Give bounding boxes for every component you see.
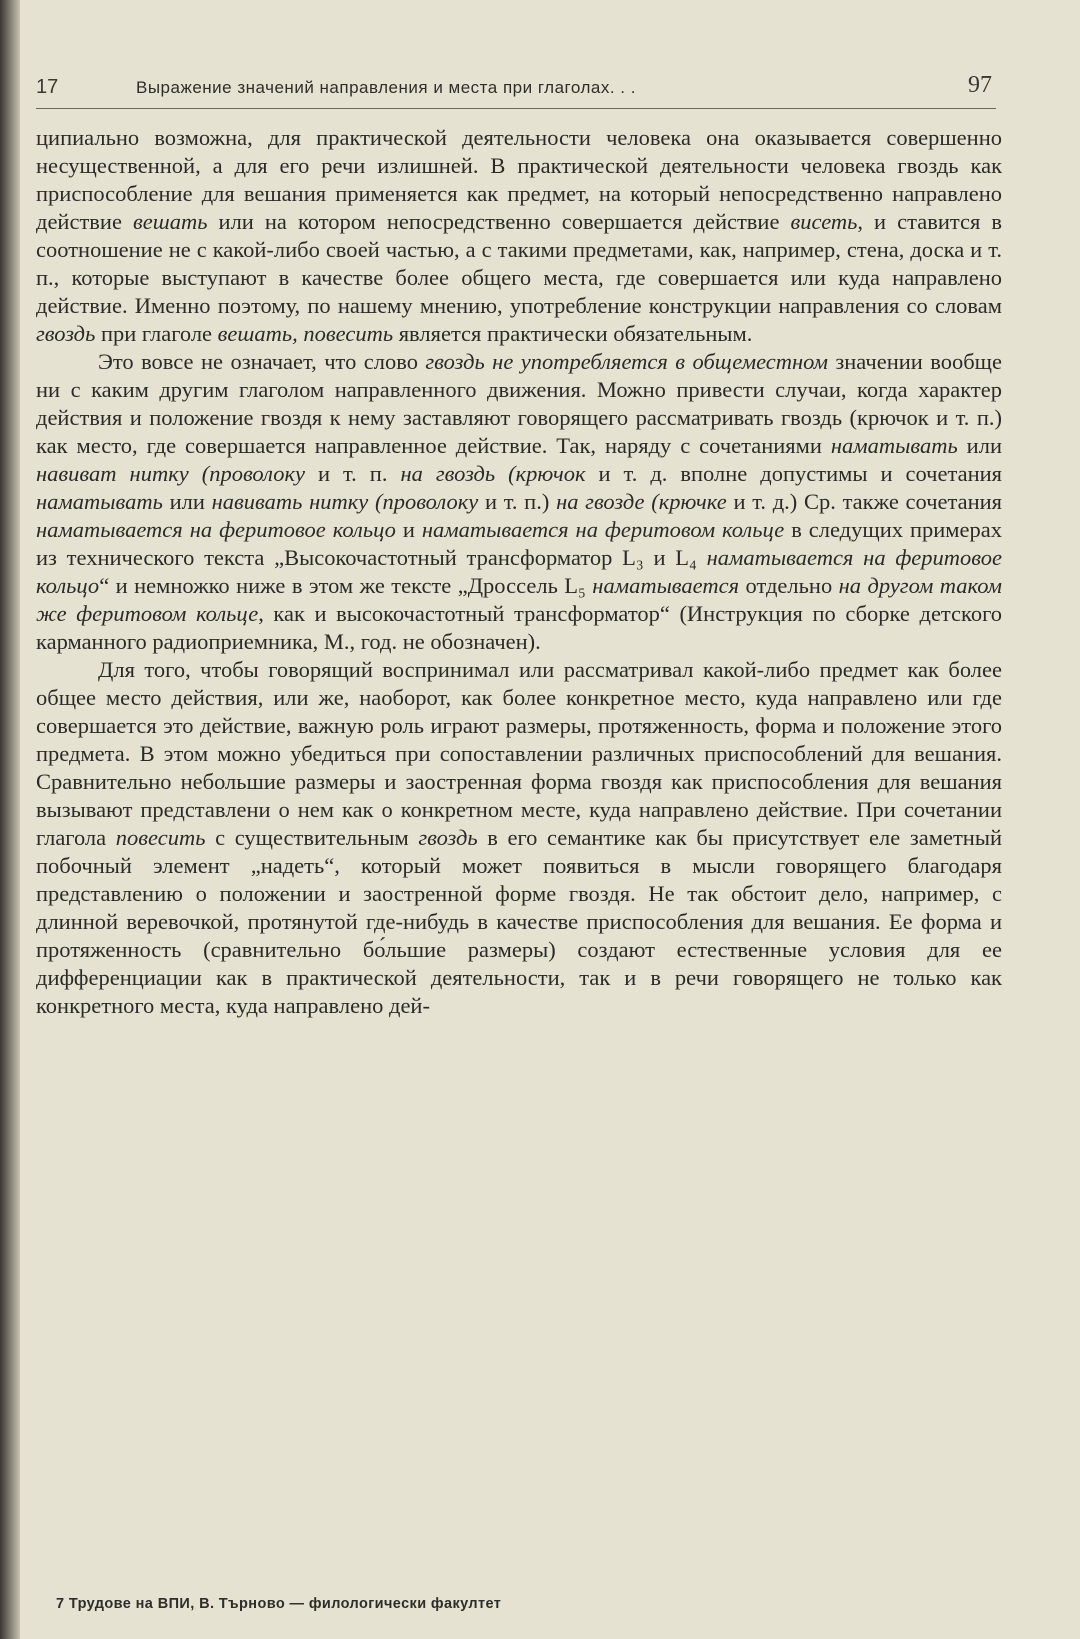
text-run: или на котором непосредственно совершается действие [207, 209, 791, 234]
italic-term: навивать нитку (проволоку [211, 489, 479, 514]
text-run: значении вообще ни с каким другим глаголом направленного движения. Можно привести случаи, когда характер действия и положение гвоздя к нему заставляют говорящего рассматривать гвоздь (крючок и т. п.) как место, где совершается направленное действие. Так, наряду с сочетаниями [36, 349, 1002, 458]
footnote: 7 Трудове на ВПИ, В. Търново — филологически факултет [56, 1596, 502, 1612]
chapter-number: 17 [36, 76, 59, 98]
text-run: отдельно [739, 573, 839, 598]
running-header [36, 72, 1004, 106]
page-binding-edge [0, 0, 20, 1639]
text-run: с существительным [205, 825, 419, 850]
text-run: в следущих примерах из технического текста „Высокочастотный трансформатор L₃ и L₄ [36, 517, 1002, 570]
text-run: Это вовсе не означает, что слово [98, 349, 426, 374]
text-run: является практически обязательным. [393, 321, 753, 346]
running-title: Выражение значений направления и места при глаголах. . . [136, 78, 636, 97]
text-run: ципиально возможна, для практической деятельности человека она оказывается совершенно несущественной, а для его речи излишней. В практической деятельности человека гвоздь как приспособление для вешания применяется как предмет, на который непосредственно направлено действие [36, 125, 1002, 234]
italic-term: наматывается на феритовое кольцо [36, 517, 396, 542]
body-text [36, 124, 1002, 1020]
text-run: и т. п.) [478, 489, 557, 514]
paragraph [36, 348, 1002, 656]
text-run: или [957, 433, 1002, 458]
italic-term: гвоздь не употребляется в общеместном [425, 349, 828, 374]
paragraph [36, 656, 1002, 1020]
italic-term: наматывается на феритовое кольцо [36, 545, 1002, 598]
text-run: Для того, чтобы говорящий воспринимал или рассматривал какой-либо предмет как более общее место действия, или же, наоборот, как более конкретное место, куда направлено или где совершается это действие, важную роль играют размеры, протяженность, форма и положение этого предмета. В этом можно убедиться при сопоставлении различных приспособлений для вешания. Сравнительно небольшие размеры и заостренная форма гвоздя как приспособления для вешания вызывают представлени о нем как о конкретном месте, куда направлено действие. При сочетании глагола [36, 657, 1002, 850]
text-run: и т. д. вполне допустимы и сочетания [585, 461, 1002, 486]
italic-term: вешать, повесить [217, 321, 394, 346]
italic-term: на гвозде (крючке [556, 489, 727, 514]
text-run: и т. д.) Ср. также сочетания [726, 489, 1003, 514]
italic-term: на гвоздь (крючок [400, 461, 586, 486]
text-run: , как и высокочастотный трансформатор“ (Инструкция по сборке детского карманного радиоприемника, М., год. не обозначен). [36, 601, 1002, 654]
text-run: при глаголе [95, 321, 218, 346]
text-run: “ и немножко ниже в этом же тексте „Дроссель L₅ [99, 573, 593, 598]
italic-term: висеть [790, 209, 858, 234]
italic-term: гвоздь [418, 825, 478, 850]
text-run: в его семантике как бы присутствует еле заметный побочный элемент „надеть“, который может появиться в мысли говорящего благодаря представлению о положении и заостренной форме гвоздя. Не так обстоит дело, например, с длинной веревочкой, протянутой где-нибудь в качестве приспособления для вешания. Ее форма и протяженность (сравнительно бо́льшие размеры) создают естественные условия для ее дифференциации как в практической деятельности, так и в речи говорящего не только как конкретного места, куда направлено дей- [36, 825, 1002, 1018]
italic-term: навиват нитку (проволоку [36, 461, 305, 486]
italic-term: наматывать [830, 433, 958, 458]
paragraph [36, 124, 1002, 348]
italic-term: гвоздь [36, 321, 96, 346]
italic-term: повесить [115, 825, 206, 850]
italic-term: на другом таком же феритовом кольце [36, 573, 1002, 626]
text-run: , и ставится в соотношение не с какой-либо своей частью, а с такими предметами, как, например, стена, доска и т. п., которые выступают в качестве более общего места, где совершается или куда направлено действие. Именно поэтому, по нашему мнению, употребление конструкции направления со словам [36, 209, 1002, 318]
text-run: и [395, 517, 422, 542]
italic-term: наматывается [592, 573, 740, 598]
text-run: и т. п. [304, 461, 401, 486]
italic-term: наматывать [36, 489, 163, 514]
page-number: 97 [968, 72, 992, 98]
header-rule [36, 108, 996, 109]
italic-term: вешать [133, 209, 208, 234]
text-run: или [162, 489, 212, 514]
italic-term: наматывается на феритовом кольце [421, 517, 785, 542]
